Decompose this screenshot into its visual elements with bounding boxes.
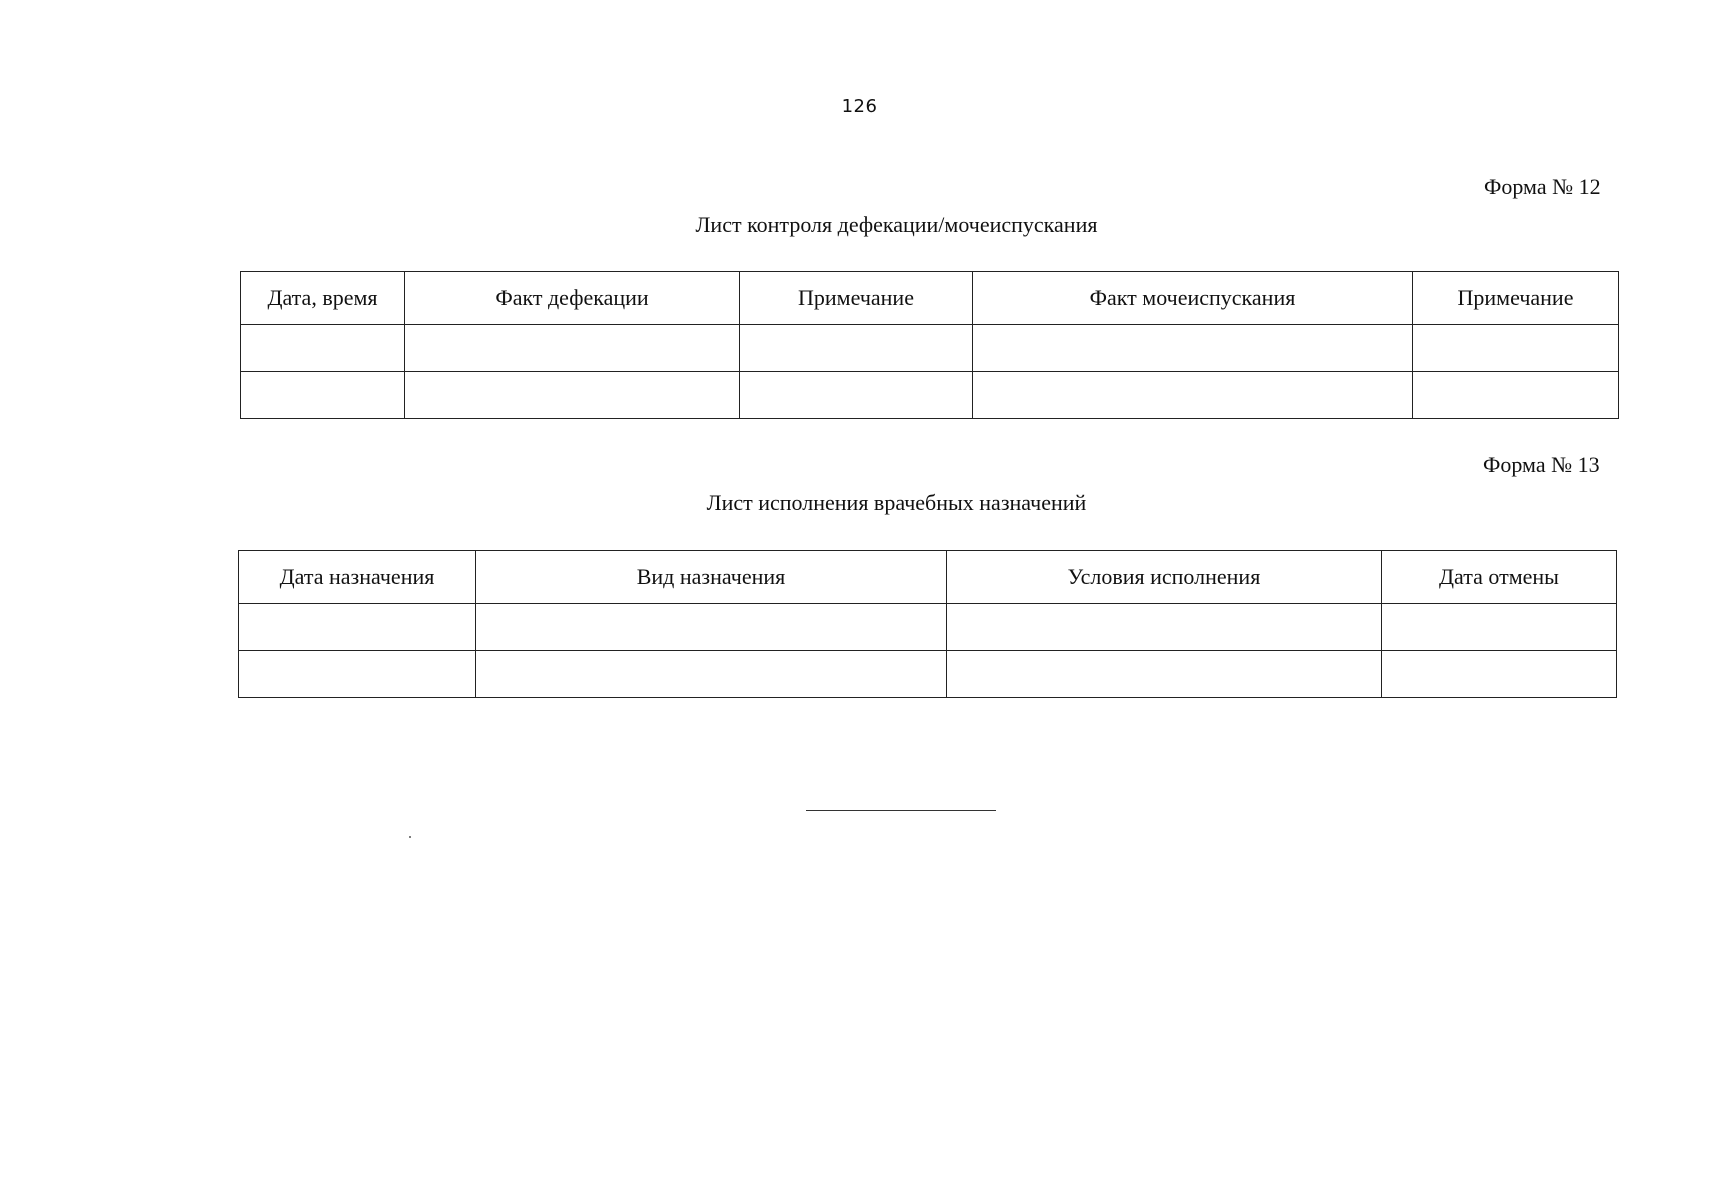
table-cell [239, 604, 476, 651]
table-cell [476, 604, 947, 651]
table-cell [947, 651, 1382, 698]
table-header-row [241, 272, 1619, 325]
form-13-title: Лист исполнения врачебных назначений [706, 490, 1087, 515]
table-cell [476, 651, 947, 698]
table-cell [405, 325, 740, 372]
column-header-date-time: Дата, время [241, 272, 405, 325]
end-separator-line [806, 810, 996, 811]
column-header-note: Примечание [1413, 272, 1619, 325]
table-cell [239, 651, 476, 698]
table-row [241, 325, 1619, 372]
table-cell [241, 325, 405, 372]
table-cell [1382, 604, 1617, 651]
form-13-table [238, 550, 1617, 698]
column-header-cancellation-date: Дата отмены [1382, 551, 1617, 604]
table-cell [405, 372, 740, 419]
column-header-note: Примечание [740, 272, 973, 325]
table-cell [1382, 651, 1617, 698]
column-header-assignment-date: Дата назначения [239, 551, 476, 604]
form-13-label: Форма № 13 [1483, 452, 1600, 477]
table-row [239, 651, 1617, 698]
column-header-execution-conditions: Условия исполнения [947, 551, 1382, 604]
form-12-label: Форма № 12 [1484, 174, 1601, 199]
table-cell [740, 372, 973, 419]
table-row [239, 604, 1617, 651]
table-cell [740, 325, 973, 372]
column-header-urination: Факт мочеиспускания [973, 272, 1413, 325]
column-header-assignment-type: Вид назначения [476, 551, 947, 604]
table-row [241, 372, 1619, 419]
column-header-defecation: Факт дефекации [405, 272, 740, 325]
table-cell [973, 372, 1413, 419]
table-cell [241, 372, 405, 419]
page-number: 126 [841, 96, 878, 117]
table-cell [947, 604, 1382, 651]
scan-speck [409, 836, 411, 838]
table-cell [1413, 372, 1619, 419]
table-header-row [239, 551, 1617, 604]
table-cell [973, 325, 1413, 372]
form-12-title: Лист контроля дефекации/мочеиспускания [695, 212, 1098, 237]
table-cell [1413, 325, 1619, 372]
form-12-table [240, 271, 1619, 419]
